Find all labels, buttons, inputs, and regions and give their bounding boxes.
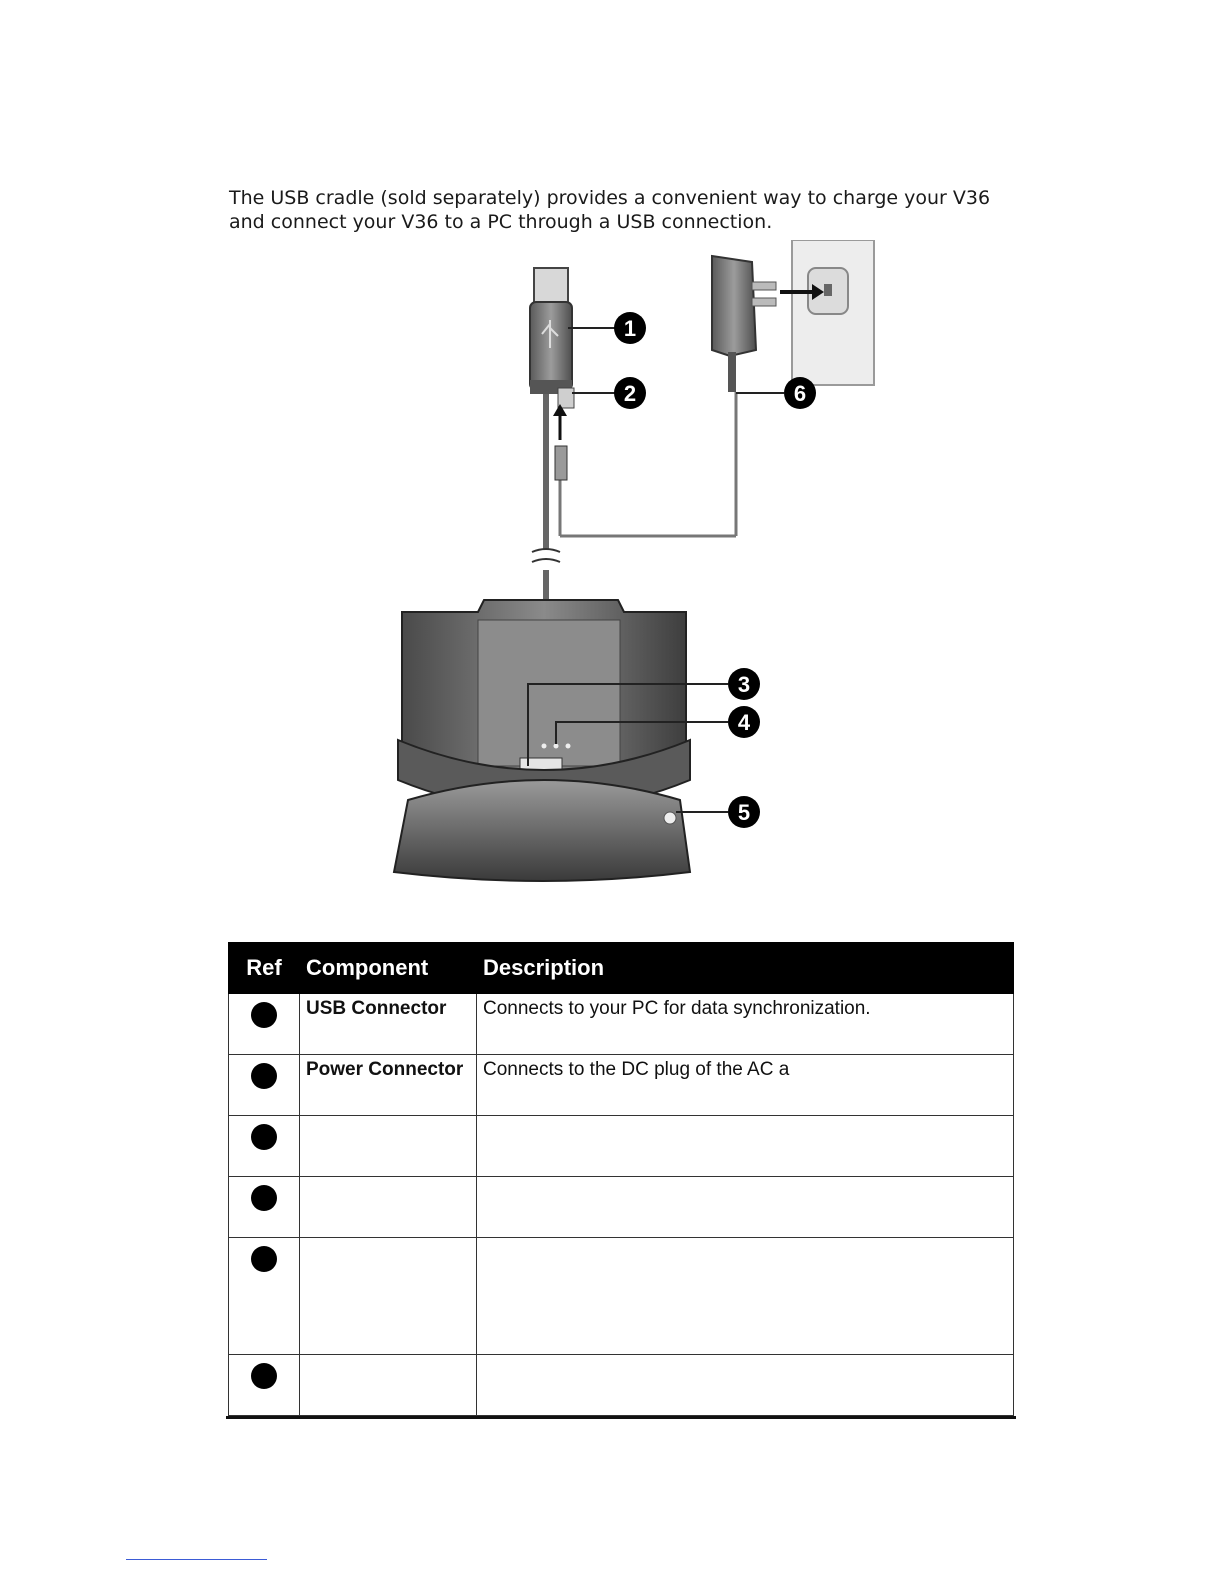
cradle-body (394, 600, 690, 881)
table-row (229, 1055, 1014, 1116)
component-cell (300, 1355, 477, 1416)
components-table (228, 942, 1014, 1416)
ref-cell (229, 1355, 300, 1416)
svg-text:3: 3 (737, 672, 751, 697)
description-cell (477, 1355, 1014, 1416)
svg-text:1: 1 (623, 316, 637, 341)
ref-marker-icon (251, 1063, 277, 1089)
callout-marker-5 (728, 796, 760, 828)
description-cell (477, 1177, 1014, 1238)
footer-link-underline[interactable] (126, 1559, 267, 1560)
svg-text:6: 6 (793, 381, 807, 406)
table-row (229, 1177, 1014, 1238)
cables (532, 392, 736, 605)
callout-marker-3 (728, 668, 760, 700)
component-cell: Power Connector (300, 1055, 477, 1116)
description-cell: Connects to your PC for data synchronization. (477, 994, 1014, 1055)
svg-text:5: 5 (737, 800, 751, 825)
intro-line-1: The USB cradle (sold separately) provides a convenient way to charge your V36 (229, 187, 991, 209)
table-header-row (229, 943, 1014, 994)
cradle-illustration (380, 240, 880, 890)
header-component: Component (300, 943, 477, 994)
table-row (229, 1238, 1014, 1355)
component-cell (300, 1116, 477, 1177)
callout-marker-4 (728, 706, 760, 738)
ref-cell (229, 1055, 300, 1116)
cradle-diagram (380, 240, 880, 890)
intro-paragraph (229, 186, 1029, 234)
ref-marker-icon (251, 1363, 277, 1389)
header-description: Description (477, 943, 1014, 994)
callout-marker-2 (614, 377, 646, 409)
callout-marker-6 (784, 377, 816, 409)
ref-cell (229, 1238, 300, 1355)
ref-marker-icon (251, 1002, 277, 1028)
description-cell (477, 1116, 1014, 1177)
table-row (229, 994, 1014, 1055)
ref-cell (229, 1177, 300, 1238)
header-ref: Ref (229, 943, 300, 994)
wall-outlet (792, 240, 874, 385)
description-cell (477, 1238, 1014, 1355)
ref-marker-icon (251, 1185, 277, 1211)
page-bottom-divider (226, 1416, 1016, 1419)
intro-line-2: and connect your V36 to a PC through a USB connection. (229, 211, 773, 233)
description-cell: Connects to the DC plug of the AC a (477, 1055, 1014, 1116)
ref-marker-icon (251, 1246, 277, 1272)
svg-text:2: 2 (623, 381, 637, 406)
ref-marker-icon (251, 1124, 277, 1150)
component-cell (300, 1238, 477, 1355)
table-row (229, 1355, 1014, 1416)
usb-plug (530, 268, 574, 408)
component-cell (300, 1177, 477, 1238)
component-cell: USB Connector (300, 994, 477, 1055)
ref-cell (229, 994, 300, 1055)
svg-text:4: 4 (737, 710, 751, 735)
ref-cell (229, 1116, 300, 1177)
table-row (229, 1116, 1014, 1177)
callout-marker-1 (614, 312, 646, 344)
